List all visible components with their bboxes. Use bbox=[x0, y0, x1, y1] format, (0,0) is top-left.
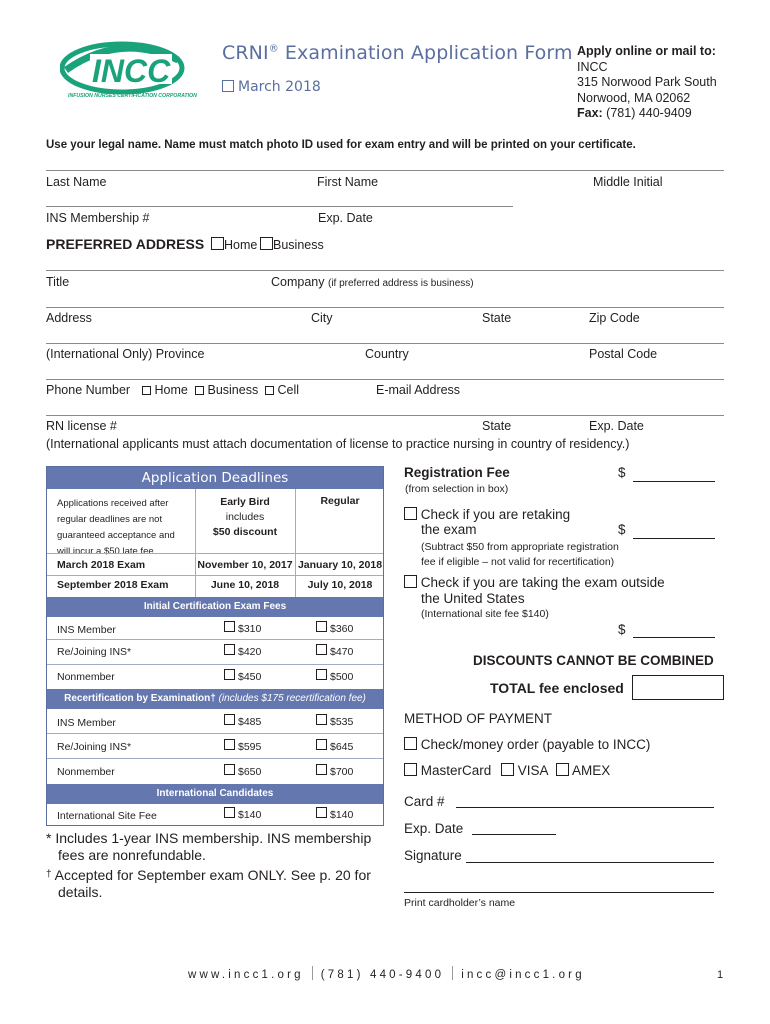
province-field[interactable]: (International Only) Province bbox=[46, 347, 205, 361]
incc-logo bbox=[60, 40, 210, 102]
signature-label: Signature bbox=[404, 848, 462, 863]
deadlines-header: Application Deadlines bbox=[47, 467, 383, 489]
fee-checkbox[interactable] bbox=[316, 714, 327, 725]
city-field[interactable]: City bbox=[311, 311, 333, 325]
fee-option[interactable]: $645 bbox=[316, 739, 353, 753]
separator bbox=[46, 206, 513, 207]
preferred-address-label: PREFERRED ADDRESS bbox=[46, 236, 205, 252]
rn-state-field[interactable]: State bbox=[482, 419, 512, 433]
phone-business-option[interactable]: Business bbox=[195, 383, 258, 397]
exam-name: September 2018 Exam bbox=[57, 579, 169, 591]
signature-input[interactable] bbox=[466, 862, 714, 863]
page-title: CRNI® Examination Application Form bbox=[222, 42, 573, 64]
international-fee-input[interactable] bbox=[633, 637, 715, 638]
phone-cell-option[interactable]: Cell bbox=[265, 383, 299, 397]
from-selection-note: (from selection in box) bbox=[405, 483, 509, 495]
footer-phone: (781) 440-9400 bbox=[320, 969, 445, 981]
fee-checkbox[interactable] bbox=[224, 644, 235, 655]
fee-checkbox[interactable] bbox=[316, 739, 327, 750]
payment-method-heading: METHOD OF PAYMENT bbox=[404, 711, 552, 726]
fee-checkbox[interactable] bbox=[316, 669, 327, 680]
fee-checkbox[interactable] bbox=[316, 644, 327, 655]
international-site-fee-note: (International site fee $140) bbox=[421, 608, 549, 620]
fee-checkbox[interactable] bbox=[224, 621, 235, 632]
fee-option[interactable]: $595 bbox=[224, 739, 261, 753]
international-note: (International applicants must attach documentation of license to practice nursing in country of residency.) bbox=[46, 437, 630, 451]
exam-date-option[interactable]: March 2018 bbox=[222, 79, 321, 95]
cardholder-name-label: Print cardholder’s name bbox=[404, 897, 516, 909]
address-field[interactable]: Address bbox=[46, 311, 92, 325]
fee-option[interactable]: $485 bbox=[224, 714, 261, 728]
title-field[interactable]: Title bbox=[46, 275, 70, 289]
membership-exp-date-field[interactable]: Exp. Date bbox=[318, 211, 373, 225]
early-deadline: November 10, 2017 bbox=[197, 559, 293, 571]
country-field[interactable]: Country bbox=[365, 347, 409, 361]
fee-checkbox[interactable] bbox=[316, 621, 327, 632]
fee-checkbox[interactable] bbox=[224, 764, 235, 775]
dollar-sign: $ bbox=[618, 522, 626, 537]
footer-website[interactable]: www.incc1.org bbox=[188, 969, 304, 981]
logo-subtext: INFUSION NURSES CERTIFICATION CORPORATION bbox=[68, 93, 197, 99]
recert-fees-band: Recertification by Examination† (includes $175 recertification fee) bbox=[47, 689, 383, 709]
fee-checkbox[interactable] bbox=[224, 739, 235, 750]
preferred-business-checkbox[interactable] bbox=[260, 237, 273, 250]
retake-label-cont: the exam bbox=[421, 522, 477, 537]
incc-logo-graphic bbox=[60, 40, 210, 102]
total-fee-input[interactable] bbox=[632, 675, 724, 700]
card-exp-input[interactable] bbox=[472, 834, 556, 835]
fee-option[interactable]: $140 bbox=[316, 807, 353, 821]
fee-row-label: INS Member bbox=[57, 624, 116, 636]
phone-cell-checkbox[interactable] bbox=[265, 386, 274, 395]
check-option[interactable]: Check/money order (payable to INCC) bbox=[404, 737, 650, 752]
card-number-label: Card # bbox=[404, 794, 445, 809]
fee-checkbox[interactable] bbox=[224, 669, 235, 680]
fee-option[interactable]: $420 bbox=[224, 644, 261, 658]
fee-option[interactable]: $140 bbox=[224, 807, 261, 821]
phone-number-field[interactable]: Phone Number bbox=[46, 383, 131, 397]
early-bird-header: Early Bird includes $50 discount bbox=[212, 496, 278, 538]
fee-option[interactable]: $310 bbox=[224, 621, 261, 635]
exam-date-checkbox[interactable] bbox=[222, 80, 234, 92]
amex-option[interactable]: AMEX bbox=[556, 763, 610, 778]
application-deadlines-table bbox=[46, 466, 384, 826]
fee-option[interactable]: $650 bbox=[224, 764, 261, 778]
fee-checkbox[interactable] bbox=[224, 714, 235, 725]
preferred-home-option[interactable]: Home bbox=[211, 237, 257, 252]
ins-membership-field[interactable]: INS Membership # bbox=[46, 211, 150, 225]
fee-row-label: Nonmember bbox=[57, 766, 115, 778]
separator bbox=[46, 270, 724, 271]
fee-option[interactable]: $450 bbox=[224, 669, 261, 683]
regular-deadline: July 10, 2018 bbox=[307, 579, 373, 591]
international-band: International Candidates bbox=[47, 784, 383, 804]
phone-business-checkbox[interactable] bbox=[195, 386, 204, 395]
total-fee-label: TOTAL fee enclosed bbox=[490, 680, 624, 696]
card-number-input[interactable] bbox=[456, 807, 714, 808]
retake-checkbox[interactable] bbox=[404, 507, 417, 520]
zip-code-field[interactable]: Zip Code bbox=[589, 311, 640, 325]
phone-home-option[interactable]: Home bbox=[142, 383, 188, 397]
rn-license-field[interactable]: RN license # bbox=[46, 419, 117, 433]
regular-deadline: January 10, 2018 bbox=[297, 559, 383, 571]
separator bbox=[46, 307, 724, 308]
separator bbox=[46, 415, 724, 416]
check-checkbox[interactable] bbox=[404, 737, 417, 750]
outside-us-label-cont: the United States bbox=[421, 591, 525, 606]
separator bbox=[46, 379, 724, 380]
membership-footnote: * Includes 1-year INS membership. INS membership fees are nonrefundable. bbox=[46, 830, 372, 863]
fee-checkbox[interactable] bbox=[224, 807, 235, 818]
retake-note: (Subtract $50 from appropriate registration fee if eligible – not valid for recertification) bbox=[421, 541, 619, 568]
preferred-business-option[interactable]: Business bbox=[260, 237, 324, 252]
amex-checkbox[interactable] bbox=[556, 763, 569, 776]
dollar-sign: $ bbox=[618, 465, 626, 480]
fee-row-label: International Site Fee bbox=[57, 810, 157, 822]
late-fee-note: Applications received after regular deadlines are not guaranteed acceptance and will incur a $50 late fee. bbox=[57, 498, 175, 557]
visa-checkbox[interactable] bbox=[501, 763, 514, 776]
discounts-warning: DISCOUNTS CANNOT BE COMBINED bbox=[473, 653, 714, 668]
fee-row-label: INS Member bbox=[57, 717, 116, 729]
fee-row-label: Re/Joining INS* bbox=[57, 646, 132, 658]
fee-row-label: Nonmember bbox=[57, 671, 115, 683]
preferred-home-checkbox[interactable] bbox=[211, 237, 224, 250]
page-number: 1 bbox=[717, 969, 724, 981]
phone-home-checkbox[interactable] bbox=[142, 386, 151, 395]
retake-option[interactable]: Check if you are retaking bbox=[404, 507, 570, 522]
rn-exp-date-field[interactable]: Exp. Date bbox=[589, 419, 644, 433]
early-deadline: June 10, 2018 bbox=[210, 579, 280, 591]
cardholder-name-input[interactable] bbox=[404, 892, 714, 893]
legal-name-note: Use your legal name. Name must match photo ID used for exam entry and will be printed on your certificate. bbox=[46, 139, 636, 151]
fee-checkbox[interactable] bbox=[316, 764, 327, 775]
mailing-address: Apply online or mail to: INCC 315 Norwood Park South Norwood, MA 02062 Fax: (781) 440-9409 bbox=[577, 44, 717, 120]
regular-header: Regular bbox=[320, 495, 360, 507]
fee-option[interactable]: $500 bbox=[316, 669, 353, 683]
separator bbox=[46, 170, 724, 171]
fee-option[interactable]: $360 bbox=[316, 621, 353, 635]
middle-initial-field[interactable]: Middle Initial bbox=[593, 175, 663, 189]
fee-row-label: Re/Joining INS* bbox=[57, 741, 132, 753]
initial-fees-band: Initial Certification Exam Fees bbox=[47, 597, 383, 617]
retake-discount-input[interactable] bbox=[633, 538, 715, 539]
company-field[interactable]: Company (if preferred address is business) bbox=[271, 275, 474, 289]
dollar-sign: $ bbox=[618, 622, 626, 637]
state-field[interactable]: State bbox=[482, 311, 512, 325]
footer-email[interactable]: incc@incc1.org bbox=[461, 969, 585, 981]
footer-contact bbox=[188, 966, 585, 981]
postal-code-field[interactable]: Postal Code bbox=[589, 347, 658, 361]
registration-fee-label: Registration Fee bbox=[404, 465, 510, 480]
mastercard-checkbox[interactable] bbox=[404, 763, 417, 776]
exam-name: March 2018 Exam bbox=[57, 559, 146, 571]
september-footnote: † Accepted for September exam ONLY. See p. 20 for details. bbox=[46, 867, 371, 900]
fee-option[interactable]: $535 bbox=[316, 714, 353, 728]
outside-us-option[interactable]: Check if you are taking the exam outside bbox=[404, 575, 665, 590]
visa-option[interactable]: VISA bbox=[501, 763, 549, 778]
last-name-field[interactable]: Last Name bbox=[46, 175, 107, 189]
outside-us-checkbox[interactable] bbox=[404, 575, 417, 588]
fee-option[interactable]: $470 bbox=[316, 644, 353, 658]
first-name-field[interactable]: First Name bbox=[317, 175, 379, 189]
mastercard-option[interactable]: MasterCard bbox=[404, 763, 491, 778]
logo-text: INCC bbox=[92, 53, 171, 89]
email-field[interactable]: E-mail Address bbox=[376, 383, 461, 397]
fee-option[interactable]: $700 bbox=[316, 764, 353, 778]
registration-fee-input[interactable] bbox=[633, 481, 715, 482]
card-exp-label: Exp. Date bbox=[404, 821, 464, 836]
fee-checkbox[interactable] bbox=[316, 807, 327, 818]
separator bbox=[46, 343, 724, 344]
